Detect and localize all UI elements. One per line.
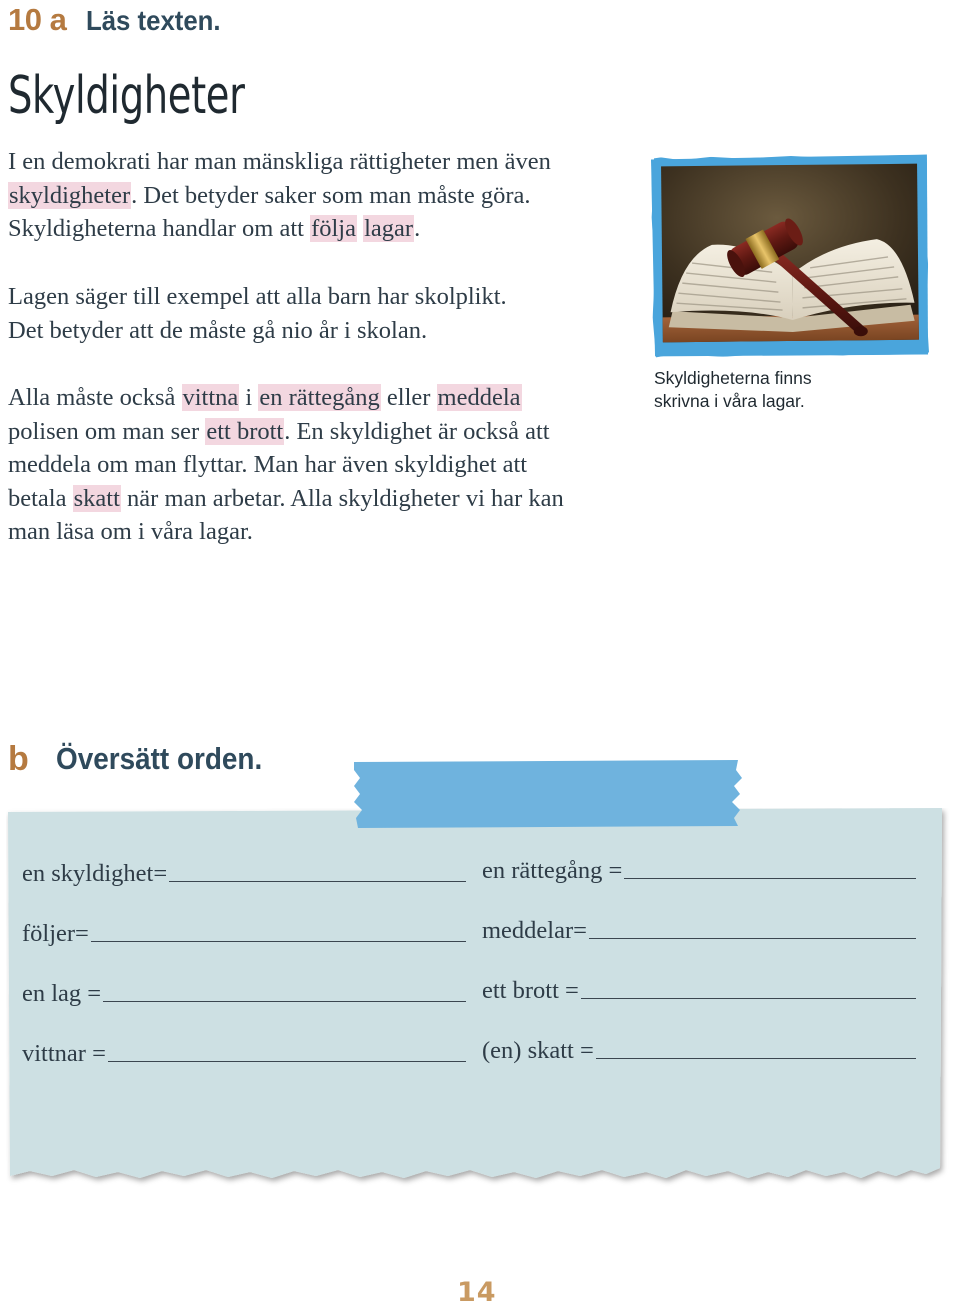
highlighted-word: följa bbox=[311, 215, 356, 242]
text-run: betala bbox=[8, 484, 73, 512]
vocab-label: ett brott = bbox=[482, 977, 579, 1004]
vocab-field-skatt[interactable] bbox=[482, 1037, 916, 1065]
highlighted-word: ett brott bbox=[206, 417, 284, 445]
text-line bbox=[8, 381, 648, 415]
text-run: eller bbox=[380, 384, 437, 411]
vocab-label: meddelar= bbox=[482, 917, 587, 944]
text-run: . bbox=[414, 215, 421, 242]
answer-line[interactable] bbox=[596, 1057, 916, 1059]
answer-line[interactable] bbox=[169, 880, 466, 882]
answer-line[interactable] bbox=[108, 1060, 466, 1062]
page-number: 14 bbox=[457, 1277, 497, 1308]
exercise-instruction: Läs texten. bbox=[86, 5, 221, 36]
text-run: Skyldigheterna handlar om att bbox=[8, 215, 311, 242]
tape-strip bbox=[352, 760, 744, 830]
text-run: i bbox=[239, 384, 259, 411]
vocab-label: en rättegång = bbox=[482, 857, 623, 884]
vocab-field-skyldighet[interactable] bbox=[22, 860, 466, 888]
answer-line[interactable] bbox=[91, 940, 466, 942]
highlighted-word: skyldigheter bbox=[9, 181, 131, 209]
vocab-field-meddelar[interactable] bbox=[482, 917, 916, 945]
text-line: Lagen säger till exempel att alla barn har skolplikt. bbox=[8, 283, 507, 310]
answer-line[interactable] bbox=[103, 1000, 466, 1002]
paragraph-1 bbox=[8, 145, 648, 246]
vocab-field-lag[interactable] bbox=[22, 980, 466, 1008]
vocab-field-vittnar[interactable] bbox=[22, 1040, 466, 1068]
text-run: Alla måste också bbox=[8, 384, 182, 411]
gavel-book-photo bbox=[651, 155, 929, 358]
text-run: polisen om man ser bbox=[8, 417, 206, 445]
answer-line[interactable] bbox=[624, 877, 916, 879]
text-line: man läsa om i våra lagar. bbox=[8, 518, 253, 545]
text-run: när man arbetar. Alla skyldigheter vi har kan bbox=[120, 484, 564, 512]
text-line: meddela om man flyttar. Man har även skyldighet att bbox=[8, 451, 528, 478]
highlighted-word: vittna bbox=[182, 384, 239, 411]
text-run: . En skyldighet är också att bbox=[284, 417, 550, 445]
vocab-label: en lag = bbox=[22, 980, 102, 1007]
exercise-number: 10 a bbox=[8, 2, 67, 37]
text-line bbox=[8, 212, 648, 246]
text-run: . Det betyder saker som man måste göra. bbox=[131, 181, 531, 209]
paragraph-3 bbox=[8, 381, 648, 549]
caption-line: skrivna i våra lagar. bbox=[654, 391, 805, 411]
text-line: Det betyder att de måste gå nio år i skolan. bbox=[8, 316, 428, 344]
gavel-book-illustration bbox=[651, 155, 929, 358]
vocab-label: en skyldighet= bbox=[22, 860, 168, 887]
vocab-field-foljer[interactable] bbox=[22, 920, 466, 948]
vocab-label: (en) skatt = bbox=[482, 1037, 594, 1064]
highlighted-word: skatt bbox=[73, 484, 120, 512]
vocab-label: följer= bbox=[22, 920, 89, 947]
highlighted-word: meddela bbox=[437, 384, 521, 411]
text-line: I en demokrati har man mänskliga rättigheter men även bbox=[8, 148, 551, 175]
vocab-field-rattegang[interactable] bbox=[482, 857, 916, 885]
paragraph-2 bbox=[8, 280, 648, 347]
highlighted-word: en rättegång bbox=[259, 384, 380, 411]
page-title: Skyldigheter bbox=[8, 66, 245, 126]
text-line bbox=[8, 415, 648, 449]
caption-line: Skyldigheterna finns bbox=[654, 368, 812, 388]
text-line bbox=[8, 482, 648, 516]
vocab-field-brott[interactable] bbox=[482, 977, 916, 1005]
part-b-instruction: Översätt orden. bbox=[56, 741, 263, 776]
photo-caption bbox=[654, 367, 812, 413]
answer-line[interactable] bbox=[581, 997, 916, 999]
part-b-letter: b bbox=[8, 740, 29, 778]
text-line bbox=[8, 179, 648, 213]
answer-line[interactable] bbox=[589, 937, 916, 939]
highlighted-word: lagar bbox=[364, 215, 414, 242]
vocab-label: vittnar = bbox=[22, 1040, 106, 1067]
